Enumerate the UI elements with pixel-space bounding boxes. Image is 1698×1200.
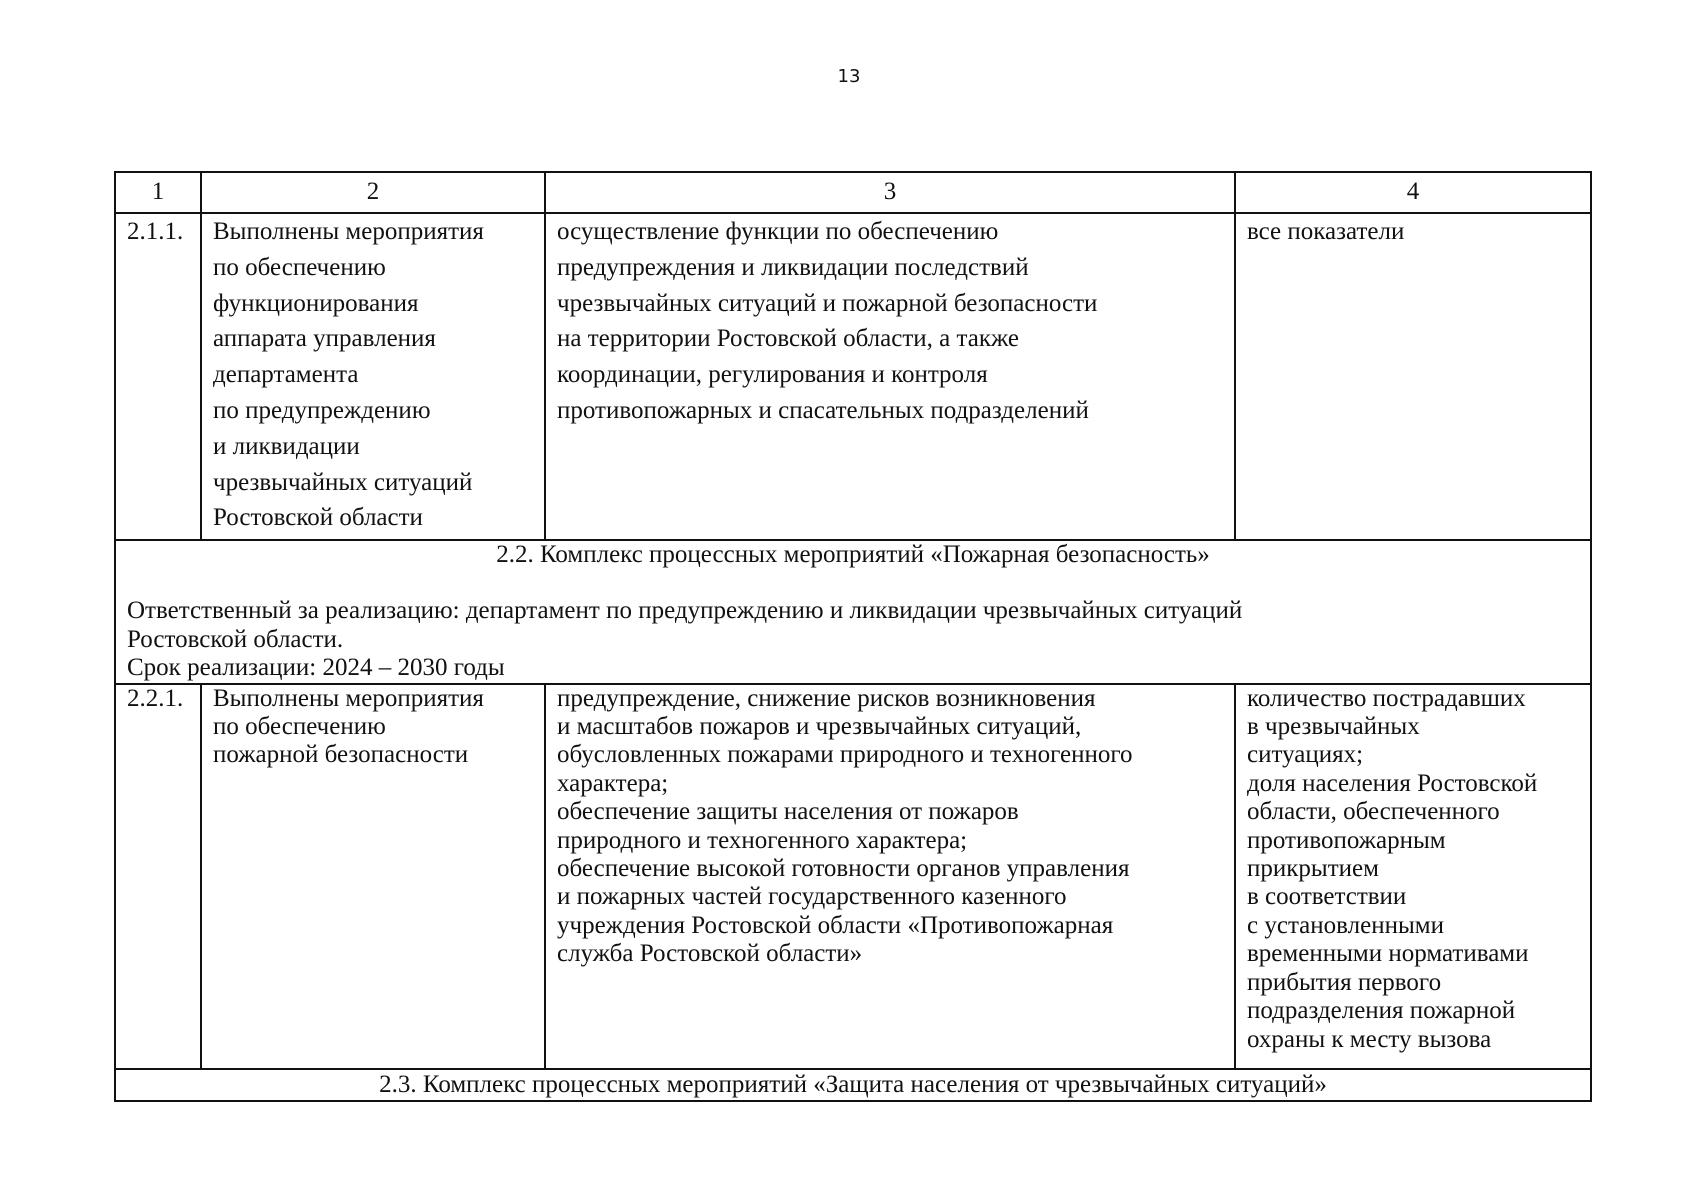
page-number: 13 (837, 66, 861, 87)
text-line: подразделения пожарной (1247, 997, 1516, 1025)
text-line: в соответствии (1247, 883, 1407, 911)
section-title: 2.3. Комплекс процессных мероприятий «Защита населения от чрезвычайных ситуаций» (115, 1069, 1591, 1101)
text-line: прикрытием (1247, 855, 1379, 883)
text-line: в чрезвычайных (1247, 713, 1420, 741)
document-table (114, 171, 1592, 1102)
text-line: охраны к месту вызова (1247, 1025, 1492, 1053)
text-line: учреждения Ростовской области «Противопожарная (557, 911, 1114, 939)
text-line: департамента (213, 361, 359, 389)
text-line: области, обеспеченного (1247, 798, 1500, 826)
column-header-1: 1 (115, 172, 201, 213)
spacer (127, 569, 1579, 597)
indicators-cell (1235, 213, 1591, 540)
description-cell (545, 684, 1235, 1069)
text-line: ситуациях; (1247, 741, 1364, 769)
row-number: 2.1.1. (115, 213, 201, 540)
text-line: Ростовской области (213, 504, 423, 532)
text-line: координации, регулирования и контроля (557, 361, 988, 389)
text-line: с установленными (1247, 911, 1444, 939)
section-2-2-row (115, 540, 1591, 684)
text-line: чрезвычайных ситуаций и пожарной безопасности (557, 289, 1098, 317)
text-line: временными нормативами (1247, 940, 1529, 968)
text-line: по предупреждению (213, 396, 431, 424)
column-header-4: 4 (1235, 172, 1591, 213)
text-line: и пожарных частей государственного казенного (557, 883, 1067, 911)
description-cell (545, 213, 1235, 540)
text-line: пожарной безопасности (213, 741, 469, 769)
table-row-2-1-1 (115, 213, 1591, 540)
text-line: количество пострадавших (1247, 684, 1526, 712)
text-line: предупреждение, снижение рисков возникновения (557, 684, 1096, 712)
responsible-line: Ответственный за реализацию: департамент по предупреждению и ликвидации чрезвычайных ситуаций (127, 597, 1243, 625)
row-number: 2.2.1. (115, 684, 201, 1069)
text-line: прибытия первого (1247, 968, 1442, 996)
section-2-2-cell (115, 540, 1591, 684)
text-line: служба Ростовской области» (557, 940, 863, 968)
text-line: чрезвычайных ситуаций (213, 468, 473, 496)
task-cell (201, 213, 545, 540)
section-title: 2.2. Комплекс процессных мероприятий «Пожарная безопасность» (496, 541, 1210, 568)
term-line: Срок реализации: 2024 – 2030 годы (127, 654, 505, 682)
text-line: противопожарных и спасательных подразделений (557, 396, 1089, 424)
column-header-3: 3 (545, 172, 1235, 213)
task-cell (201, 684, 545, 1069)
text-line: и ликвидации (213, 432, 360, 460)
text-line: функционирования (213, 289, 419, 317)
table-header-row (115, 172, 1591, 213)
text-line: характера; (557, 769, 669, 797)
indicators-cell (1235, 684, 1591, 1069)
text-line: Выполнены мероприятия (213, 218, 484, 245)
text-line: и масштабов пожаров и чрезвычайных ситуаций, (557, 713, 1082, 741)
text-line: обусловленных пожарами природного и техногенного (557, 741, 1133, 769)
text-line: все показатели (1247, 218, 1405, 245)
text-line: природного и техногенного характера; (557, 826, 968, 854)
text-line: доля населения Ростовской (1247, 769, 1538, 797)
text-line: Выполнены мероприятия (213, 684, 484, 712)
table-row-2-2-1 (115, 684, 1591, 1069)
text-line: осуществление функции по обеспечению (557, 218, 999, 245)
text-line: по обеспечению (213, 253, 386, 281)
section-2-3-row (115, 1069, 1591, 1101)
text-line: на территории Ростовской области, а также (557, 325, 1020, 353)
text-line: аппарата управления (213, 325, 436, 353)
text-line: обеспечение высокой готовности органов управления (557, 855, 1130, 883)
column-header-2: 2 (201, 172, 545, 213)
responsible-line: Ростовской области. (127, 625, 344, 653)
text-line: противопожарным (1247, 826, 1446, 854)
text-line: обеспечение защиты населения от пожаров (557, 798, 1019, 826)
text-line: по обеспечению (213, 713, 386, 741)
text-line: предупреждения и ликвидации последствий (557, 253, 1029, 281)
